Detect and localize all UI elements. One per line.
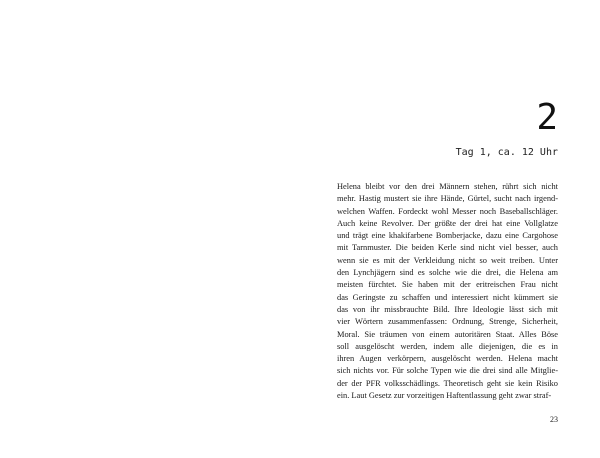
text-line: wenn sie es mit der Verkleidung nicht so weit treiben. Unter — [337, 255, 558, 265]
text-line: ein. Laut Gesetz zur vorzeitigen Haftentlassung geht zwar straf- — [337, 391, 552, 401]
text-line: das Geringste zu schaffen und interessiert nicht kümmert sie — [337, 292, 558, 302]
text-line: das von ihr missbrauchte Bild. Ihre Ideologie lässt sich mit — [337, 304, 558, 314]
text-line: sich nichts vor. Für solche Typen wie die drei sind alle Mitglie- — [337, 366, 558, 376]
text-line: meisten fürchtet. Sie haben mit der eritreischen Frau nicht — [337, 280, 558, 290]
chapter-subtitle: Tag 1, ca. 12 Uhr — [455, 147, 558, 158]
text-line: Moral. Sie träumen von einem autoritären Staat. Alles Böse — [337, 329, 558, 339]
text-line: Auch keine Revolver. Der größte der drei hat eine Vollglatze — [337, 218, 558, 228]
text-line: Helena bleibt vor den drei Männern stehen, rührt sich nicht — [337, 182, 558, 191]
page-number: 23 — [550, 415, 558, 424]
text-line: mehr. Hastig mustert sie ihre Hände, Gürtel, sucht nach irgend- — [337, 194, 558, 204]
text-line: soll ausgelöscht werden, indem alle diejenigen, die es in — [337, 341, 558, 351]
chapter-number: 2 — [536, 97, 558, 138]
text-line: vier Wörtern zusammenfassen: Ordnung, Strenge, Sicherheit, — [337, 317, 558, 327]
text-line: den Lynchjägern sind es solche wie die drei, die Helena am — [337, 268, 558, 278]
text-line: der der PFR volksschädlings. Theoretisch geht sie kein Risiko — [337, 378, 558, 388]
text-line: und trägt eine khakifarbene Bomberjacke, dazu eine Cargohose — [337, 231, 558, 241]
text-line: mit Tarnmuster. Die beiden Kerle sind nicht viel besser, auch — [337, 243, 558, 253]
body-text — [337, 181, 558, 402]
text-line: welchen Waffen. Fordeckt wohl Messer noch Baseballschläger. — [337, 206, 558, 216]
text-line: ihren Augen verkörpern, ausgelöscht werden. Helena macht — [337, 354, 558, 364]
